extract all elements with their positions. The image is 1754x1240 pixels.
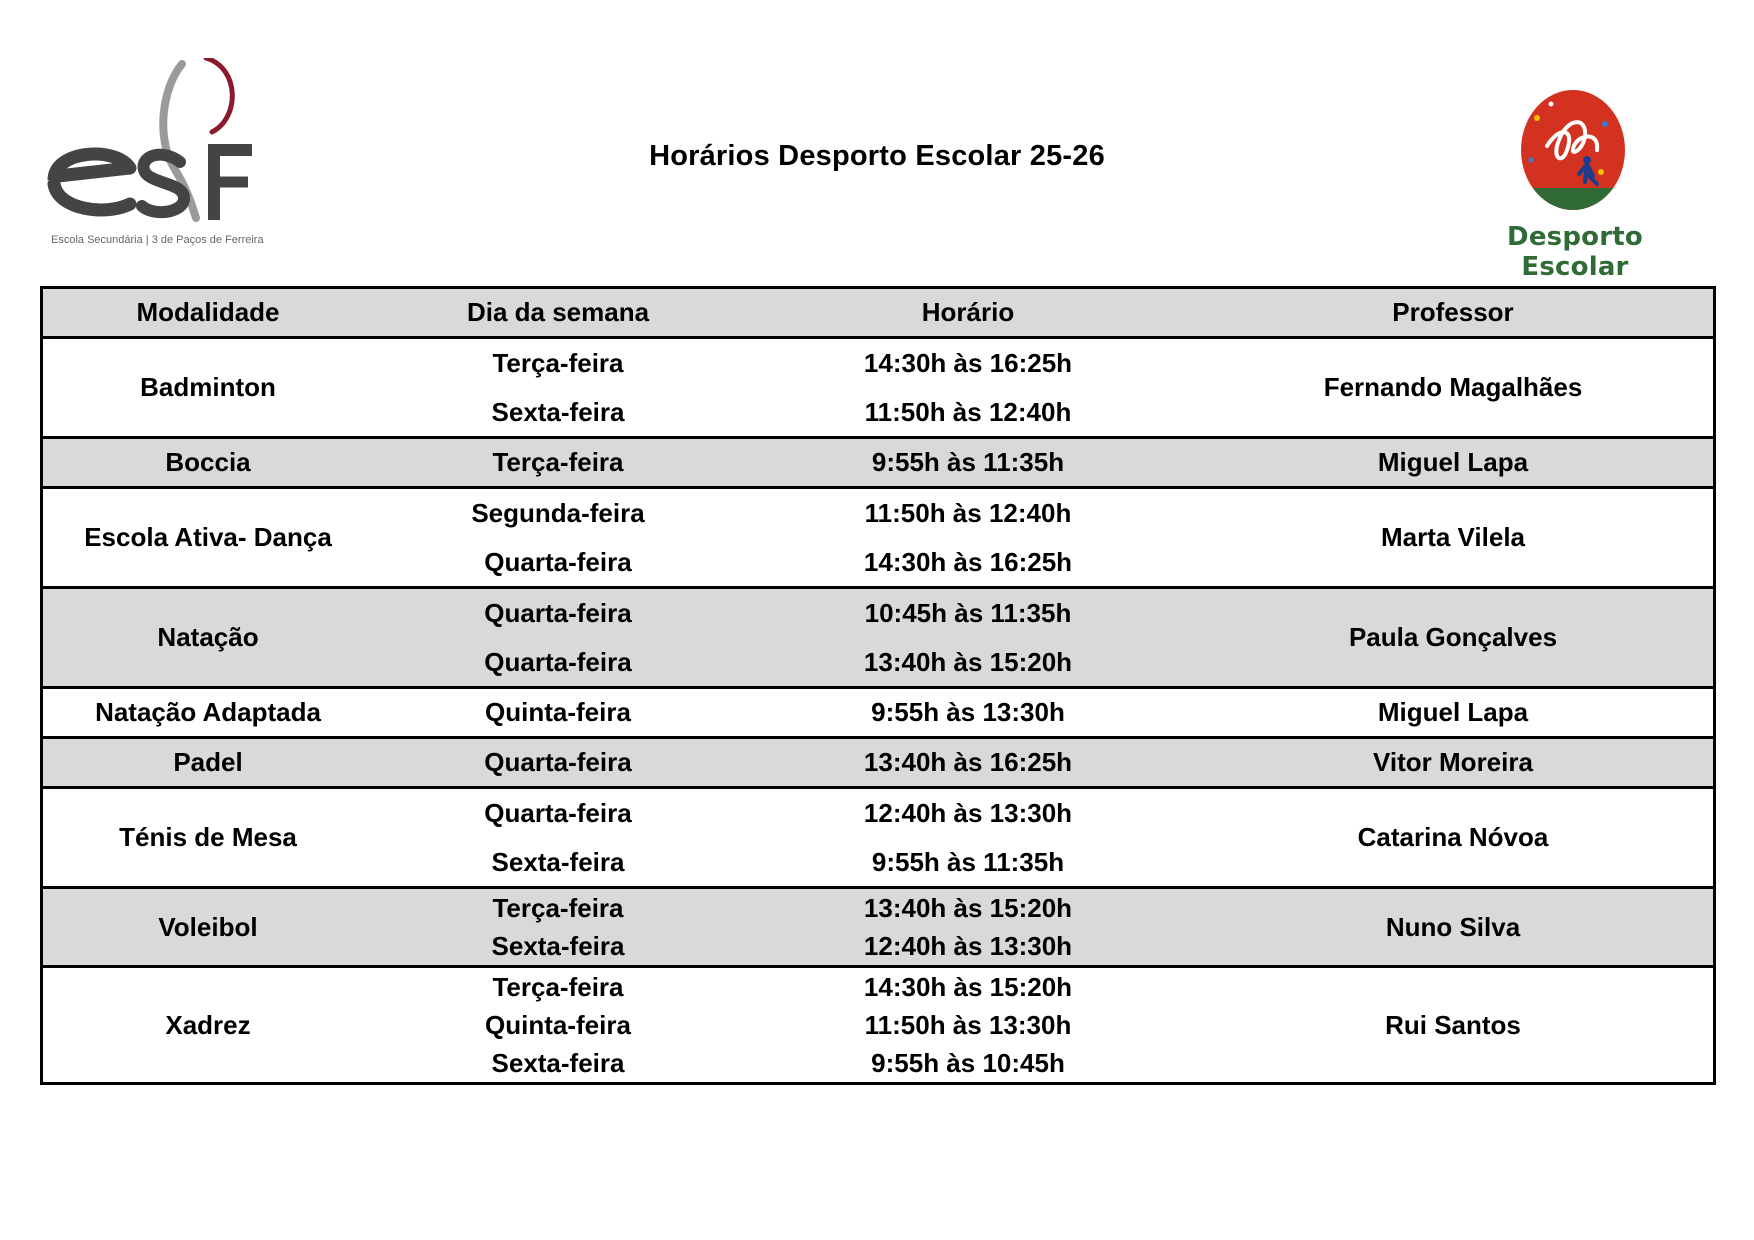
desporto-escolar-caption: Desporto Escolar [1507, 222, 1643, 282]
table-row [43, 786, 1713, 886]
table-row [43, 436, 1713, 486]
dia-value: Quarta-feira [484, 646, 632, 677]
dia-value: Sexta-feira [491, 931, 625, 961]
page-title-text: Horários Desporto Escolar 25-26 [649, 140, 1105, 172]
esf-logo-caption: Escola Secundária | 3 de Paços de Ferreira [51, 234, 264, 246]
table-row [43, 736, 1713, 786]
professor-cell: Catarina Nóvoa [1357, 822, 1549, 852]
desporto-escolar-logo-icon [1455, 88, 1695, 218]
professor-cell: Miguel Lapa [1377, 447, 1529, 477]
horario-value: 12:40h às 13:30h [863, 931, 1073, 961]
professor-cell: Marta Vilela [1380, 522, 1526, 552]
schedule-table [40, 286, 1716, 1085]
modalidade-cell: Escola Ativa- Dança [84, 522, 332, 552]
dia-value: Quarta-feira [484, 798, 632, 829]
horario-cell: 9:55h às 13:30h [871, 697, 1065, 727]
dia-cell [373, 789, 743, 886]
column-header-modalidade: Modalidade [136, 297, 280, 327]
professor-cell: Nuno Silva [1385, 911, 1521, 942]
horario-value: 9:55h às 10:45h [871, 1048, 1065, 1078]
horario-value: 13:40h às 15:20h [863, 646, 1073, 677]
dia-cell: Terça-feira [492, 447, 624, 477]
horario-value: 12:40h às 13:30h [863, 798, 1073, 829]
table-row [43, 586, 1713, 686]
horario-value: 11:50h às 12:40h [864, 396, 1072, 427]
dia-value: Terça-feira [492, 893, 624, 923]
dia-cell [373, 339, 743, 436]
dia-cell [373, 889, 743, 965]
horario-cell [743, 339, 1193, 436]
horario-cell: 9:55h às 11:35h [871, 447, 1065, 477]
horario-cell [743, 789, 1193, 886]
horario-value: 10:45h às 11:35h [864, 598, 1072, 629]
horario-value: 14:30h às 15:20h [863, 972, 1073, 1002]
modalidade-cell: Xadrez [165, 1009, 251, 1040]
modalidade-cell: Natação Adaptada [95, 697, 321, 727]
professor-cell: Vitor Moreira [1373, 747, 1533, 777]
horario-value: 11:50h às 12:40h [864, 498, 1072, 529]
dia-value: Sexta-feira [491, 846, 625, 877]
dia-cell [373, 968, 743, 1082]
modalidade-cell: Ténis de Mesa [119, 822, 297, 852]
professor-cell: Rui Santos [1385, 1009, 1521, 1040]
dia-value: Sexta-feira [491, 1048, 625, 1078]
table-header-row [43, 289, 1713, 336]
table-row [43, 686, 1713, 736]
modalidade-cell: Boccia [165, 447, 251, 477]
horario-cell [743, 968, 1193, 1082]
dia-value: Terça-feira [492, 348, 624, 379]
column-header-professor: Professor [1392, 297, 1514, 327]
horario-value: 9:55h às 11:35h [871, 846, 1065, 877]
table-row [43, 886, 1713, 965]
dia-cell [373, 489, 743, 586]
dia-value: Quinta-feira [485, 1010, 631, 1040]
modalidade-cell: Badminton [140, 372, 276, 402]
dia-cell: Quinta-feira [485, 697, 631, 727]
horario-cell [743, 589, 1193, 686]
professor-cell: Miguel Lapa [1377, 697, 1529, 727]
table-row [43, 336, 1713, 436]
horario-value: 14:30h às 16:25h [863, 546, 1073, 577]
professor-cell: Fernando Magalhães [1323, 372, 1583, 402]
dia-value: Segunda-feira [471, 498, 645, 529]
dia-value: Sexta-feira [491, 396, 625, 427]
dia-value: Terça-feira [492, 972, 624, 1002]
modalidade-cell: Padel [173, 747, 243, 777]
horario-cell [743, 889, 1193, 965]
modalidade-cell: Natação [157, 622, 259, 652]
column-header-horario: Horário [921, 297, 1015, 327]
table-row [43, 486, 1713, 586]
dia-cell: Quarta-feira [484, 747, 632, 777]
horario-value: 11:50h às 13:30h [864, 1010, 1072, 1040]
dia-value: Quarta-feira [484, 598, 632, 629]
horario-value: 14:30h às 16:25h [863, 348, 1073, 379]
professor-cell: Paula Gonçalves [1348, 622, 1558, 652]
desporto-escolar-logo [1455, 88, 1695, 282]
dia-value: Quarta-feira [484, 546, 632, 577]
column-header-dia: Dia da semana [466, 297, 650, 327]
horario-cell [743, 489, 1193, 586]
table-row [43, 965, 1713, 1082]
dia-cell [373, 589, 743, 686]
horario-cell: 13:40h às 16:25h [863, 747, 1073, 777]
horario-value: 13:40h às 15:20h [863, 893, 1073, 923]
modalidade-cell: Voleibol [158, 911, 258, 942]
